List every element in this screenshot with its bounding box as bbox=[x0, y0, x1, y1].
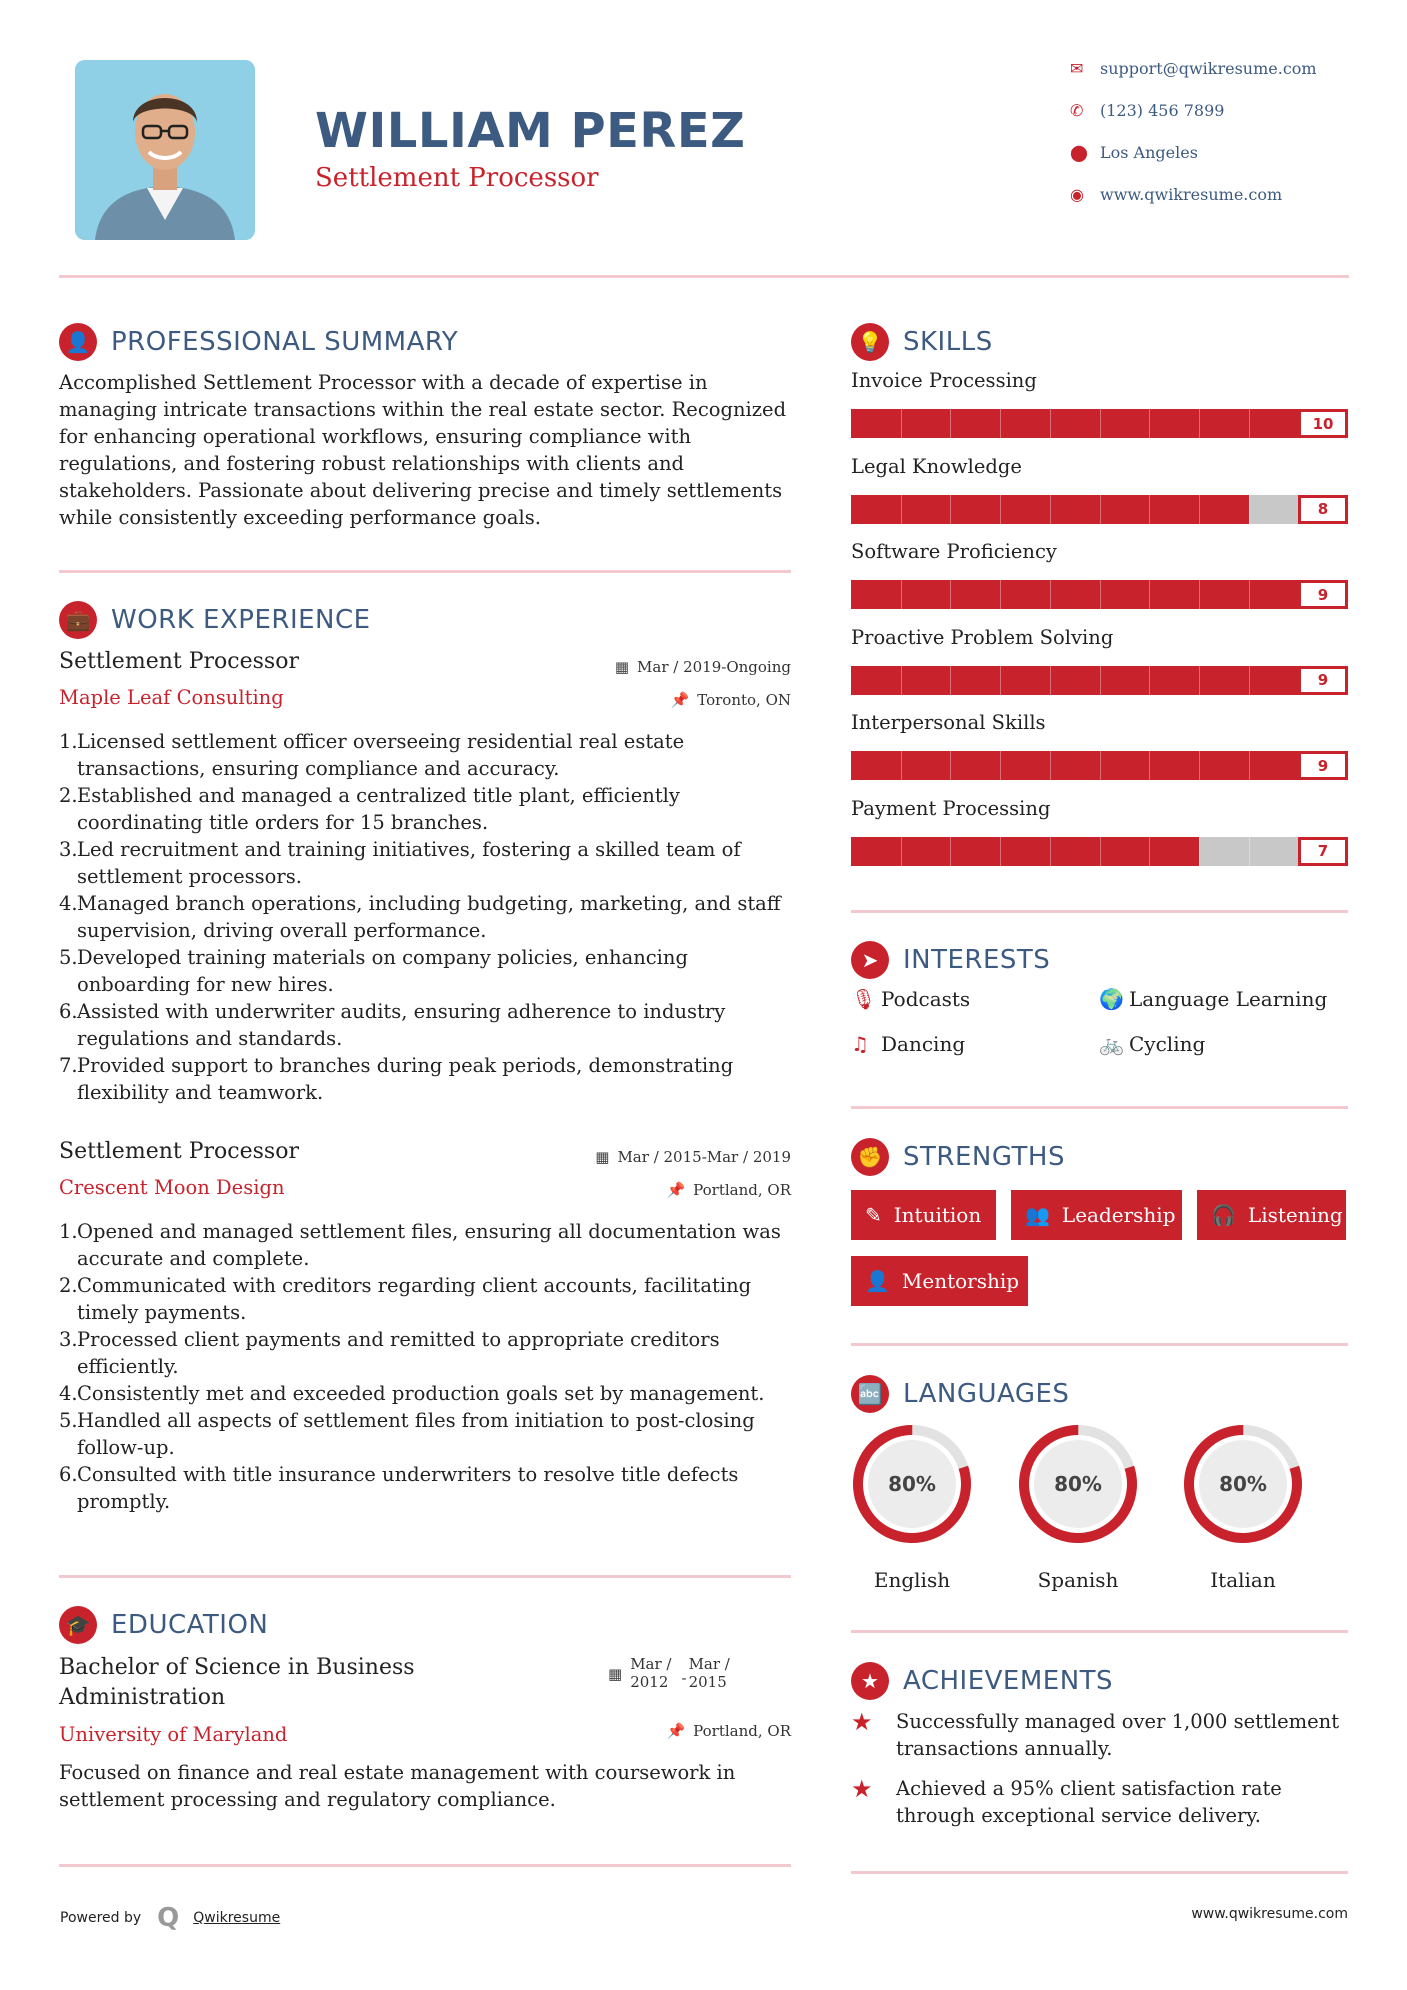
user-icon: 👤 bbox=[59, 323, 97, 361]
achievements-divider bbox=[851, 1871, 1348, 1874]
language-percent: 80% bbox=[888, 1472, 936, 1496]
skill-bar-segment bbox=[1050, 409, 1051, 438]
job-location-text: Portland, OR bbox=[693, 1181, 791, 1199]
job-title: Settlement Processor bbox=[59, 649, 299, 674]
job-title: Settlement Processor bbox=[59, 1139, 299, 1164]
skill-bar-segment bbox=[950, 837, 951, 866]
paper-plane-icon: ➤ bbox=[851, 941, 889, 979]
skill-bar-segment bbox=[1249, 580, 1250, 609]
contact-location-text: Los Angeles bbox=[1100, 142, 1198, 162]
skill-bar-segment bbox=[1050, 751, 1051, 780]
language-percent: 80% bbox=[1219, 1472, 1267, 1496]
contact-email[interactable] bbox=[1070, 56, 1317, 80]
interest-item: 🌍 Language Learning bbox=[1099, 987, 1328, 1011]
contact-website-text: www.qwikresume.com bbox=[1100, 184, 1283, 204]
globe-icon: 🌍 bbox=[1099, 987, 1124, 1011]
skill-bar-segment bbox=[1000, 495, 1001, 524]
job-company: Crescent Moon Design bbox=[59, 1176, 285, 1199]
microphone-icon: 🎙 bbox=[851, 987, 877, 1011]
summary-line: managing intricate transactions within the real estate sector. Recognized bbox=[59, 398, 787, 421]
skill-bar bbox=[851, 666, 1348, 695]
calendar-icon: ▦ bbox=[614, 658, 630, 676]
list-item: 3. Led recruitment and training initiatives, fostering a skilled team of settlement processors. bbox=[59, 838, 741, 888]
contact-email-text: support@qwikresume.com bbox=[1100, 58, 1317, 78]
qwikresume-logo-icon: Q bbox=[157, 1903, 180, 1933]
interest-item: 🚲 Cycling bbox=[1099, 1032, 1206, 1056]
summary-heading bbox=[59, 322, 458, 362]
skill-bar-segment bbox=[901, 751, 902, 780]
job-location bbox=[671, 691, 791, 709]
skill-bar-segment bbox=[1199, 666, 1200, 695]
skill-bar-segment bbox=[1249, 666, 1250, 695]
skill-bar-segment bbox=[1000, 580, 1001, 609]
pushpin-icon: 📌 bbox=[670, 691, 690, 709]
summary-text bbox=[59, 369, 786, 531]
job-dates bbox=[615, 658, 791, 676]
star-icon: ★ bbox=[851, 1708, 873, 1736]
achievements-title: ACHIEVEMENTS bbox=[903, 1666, 1114, 1696]
skills-heading bbox=[851, 322, 993, 362]
skill-bar-segment bbox=[1000, 751, 1001, 780]
language-item bbox=[850, 1422, 974, 1592]
calendar-icon: ▦ bbox=[608, 1665, 623, 1683]
strength-tag: 👤 Mentorship bbox=[851, 1256, 1028, 1306]
contact-website[interactable] bbox=[1070, 182, 1282, 206]
pushpin-icon: 📌 bbox=[666, 1722, 686, 1740]
star-icon: ★ bbox=[851, 1775, 873, 1803]
skill-bar bbox=[851, 837, 1348, 866]
skill-bar-segment bbox=[1100, 495, 1101, 524]
footer-website[interactable]: www.qwikresume.com bbox=[1191, 1906, 1348, 1922]
education-location bbox=[666, 1722, 791, 1740]
interest-item: 🎙 Podcasts bbox=[851, 987, 971, 1011]
achievement-item: ★ Achieved a 95% client satisfaction rate through exceptional service delivery. bbox=[851, 1775, 1282, 1827]
language-item bbox=[1016, 1422, 1140, 1592]
strength-tag: ✎ Intuition bbox=[851, 1190, 996, 1240]
map-pin-icon: ⬤ bbox=[1070, 142, 1088, 162]
skill-level: 10 bbox=[1298, 409, 1348, 438]
globe-icon: ◉ bbox=[1070, 184, 1084, 204]
skills-divider bbox=[851, 910, 1348, 913]
skill-bar-fill bbox=[851, 837, 1199, 866]
education-dates: ▦ Mar / 2012 - Mar / 2015 bbox=[608, 1655, 730, 1691]
interests-heading bbox=[851, 940, 1050, 980]
work-heading bbox=[59, 600, 371, 640]
job-location-text: Toronto, ON bbox=[697, 691, 791, 709]
skill-bar-segment bbox=[1149, 837, 1150, 866]
skill-bar bbox=[851, 751, 1348, 780]
language-percent: 80% bbox=[1054, 1472, 1102, 1496]
music-note-icon: ♫ bbox=[851, 1032, 869, 1056]
skill-label: Invoice Processing bbox=[851, 369, 1037, 392]
contact-phone[interactable] bbox=[1070, 98, 1224, 122]
contact-phone-text: (123) 456 7899 bbox=[1100, 100, 1225, 120]
language-icon: 🔤 bbox=[851, 1375, 889, 1413]
skill-bar-segment bbox=[1050, 495, 1051, 524]
skill-bar-segment bbox=[1199, 837, 1200, 866]
work-divider bbox=[59, 1575, 791, 1578]
avatar bbox=[75, 60, 255, 240]
skill-bar-segment bbox=[1100, 837, 1101, 866]
skill-bar-segment bbox=[901, 495, 902, 524]
envelope-icon: ✉ bbox=[1070, 58, 1084, 78]
list-item: 4. Consistently met and exceeded production goals set by management. bbox=[59, 1382, 765, 1405]
summary-divider bbox=[59, 570, 791, 573]
list-item: 2. Communicated with creditors regarding client accounts, facilitating timely payments. bbox=[59, 1274, 752, 1324]
skill-bar-segment bbox=[1199, 409, 1200, 438]
headphones-icon: 🎧 bbox=[1211, 1203, 1236, 1227]
skill-bar bbox=[851, 409, 1348, 438]
achievement-item: ★ Successfully managed over 1,000 settlement transactions annually. bbox=[851, 1708, 1340, 1760]
summary-line: while consistently exceeding performance goals. bbox=[59, 506, 541, 529]
list-item: 1. Licensed settlement officer overseeing residential real estate transactions, ensuring compliance and accuracy. bbox=[59, 730, 685, 780]
skill-bar-segment bbox=[1149, 580, 1150, 609]
skill-bar-segment bbox=[1149, 495, 1150, 524]
contact-location bbox=[1070, 140, 1198, 164]
graduation-icon: 🎓 bbox=[59, 1606, 97, 1644]
calendar-icon: ▦ bbox=[595, 1148, 610, 1166]
skill-bar-segment bbox=[1249, 495, 1250, 524]
skill-label: Interpersonal Skills bbox=[851, 711, 1046, 734]
magic-wand-icon: ✎ bbox=[865, 1203, 882, 1227]
skill-label: Proactive Problem Solving bbox=[851, 625, 1114, 649]
job-dates-text: Mar / 2019-Ongoing bbox=[637, 658, 791, 676]
strengths-divider bbox=[851, 1343, 1348, 1346]
summary-title: PROFESSIONAL SUMMARY bbox=[111, 327, 459, 357]
user-plus-icon: 👤 bbox=[865, 1269, 890, 1293]
education-description: Focused on finance and real estate management with coursework in settlement processing and regulatory compliance. bbox=[59, 1761, 736, 1811]
languages-title: LANGUAGES bbox=[903, 1379, 1070, 1409]
skill-bar-segment bbox=[1249, 751, 1250, 780]
achievements-heading bbox=[851, 1661, 1113, 1701]
strength-tag: 🎧 Listening bbox=[1197, 1190, 1346, 1240]
skill-bar-segment bbox=[1000, 666, 1001, 695]
users-icon: 👥 bbox=[1025, 1203, 1050, 1227]
skill-label: Payment Processing bbox=[851, 796, 1051, 820]
skill-bar-fill bbox=[851, 751, 1298, 780]
summary-line: regulations, and fostering robust relationships with clients and bbox=[59, 452, 684, 475]
skill-bar-segment bbox=[1050, 666, 1051, 695]
header-divider bbox=[59, 275, 1349, 278]
skill-bar-segment bbox=[1149, 666, 1150, 695]
skill-bar-segment bbox=[1149, 751, 1150, 780]
skill-bar-fill bbox=[851, 666, 1298, 695]
language-name: Spanish bbox=[1037, 1568, 1119, 1592]
list-item: 2. Established and managed a centralized title plant, efficiently coordinating title orders for 15 branches. bbox=[59, 784, 680, 834]
skill-bar-segment bbox=[1199, 751, 1200, 780]
skill-bar bbox=[851, 495, 1348, 524]
skill-bar-segment bbox=[1249, 409, 1250, 438]
bicycle-icon: 🚲 bbox=[1099, 1032, 1124, 1056]
summary-line: stakeholders. Passionate about delivering precise and timely settlements bbox=[59, 479, 783, 502]
language-item bbox=[1181, 1422, 1305, 1592]
skill-bar-segment bbox=[1000, 837, 1001, 866]
degree bbox=[59, 1653, 415, 1713]
skill-bar-segment bbox=[1000, 409, 1001, 438]
skill-bar-segment bbox=[1050, 580, 1051, 609]
qwikresume-link[interactable]: Qwikresume bbox=[193, 1910, 281, 1926]
list-item: 6. Assisted with underwriter audits, ensuring adherence to industry regulations and standards. bbox=[59, 1000, 726, 1050]
skill-level: 8 bbox=[1298, 495, 1348, 524]
skill-level: 9 bbox=[1298, 751, 1348, 780]
powered-by-text: Powered by bbox=[60, 1910, 142, 1926]
list-item: 5. Developed training materials on company policies, enhancing onboarding for new hires. bbox=[59, 946, 688, 996]
language-name: English bbox=[873, 1568, 951, 1592]
education-title: EDUCATION bbox=[111, 1610, 269, 1640]
skill-bar-segment bbox=[950, 495, 951, 524]
skill-bar-segment bbox=[1100, 751, 1101, 780]
skill-bar-segment bbox=[901, 580, 902, 609]
list-item: 4. Managed branch operations, including budgeting, marketing, and staff supervision, driving overall performance. bbox=[59, 892, 781, 942]
skill-bar-segment bbox=[950, 580, 951, 609]
job-dates bbox=[595, 1148, 791, 1166]
list-item: 7. Provided support to branches during peak periods, demonstrating flexibility and teamwork. bbox=[59, 1054, 734, 1104]
interests-title: INTERESTS bbox=[903, 945, 1051, 975]
list-item: 6. Consulted with title insurance underwriters to resolve title defects promptly. bbox=[59, 1463, 739, 1513]
star-badge-icon: ★ bbox=[851, 1662, 889, 1700]
skill-bar-segment bbox=[901, 837, 902, 866]
briefcase-icon: 💼 bbox=[59, 601, 97, 639]
skill-bar-fill bbox=[851, 580, 1298, 609]
skill-bar-segment bbox=[1249, 837, 1250, 866]
skill-bar-segment bbox=[1199, 495, 1200, 524]
interests-divider bbox=[851, 1106, 1348, 1109]
phone-icon: ✆ bbox=[1070, 100, 1084, 120]
skill-bar-segment bbox=[950, 666, 951, 695]
skill-bar-segment bbox=[1100, 409, 1101, 438]
education-location-text: Portland, OR bbox=[693, 1722, 791, 1740]
skill-level: 9 bbox=[1298, 580, 1348, 609]
skills-title: SKILLS bbox=[903, 327, 993, 357]
education-heading bbox=[59, 1605, 268, 1645]
language-name: Italian bbox=[1210, 1568, 1276, 1592]
pushpin-icon: 📌 bbox=[666, 1181, 686, 1199]
skill-bar-segment bbox=[1050, 837, 1051, 866]
profile-photo bbox=[75, 60, 255, 240]
skill-bar-segment bbox=[950, 409, 951, 438]
list-item: 1. Opened and managed settlement files, ensuring all documentation was accurate and complete. bbox=[59, 1220, 781, 1270]
skill-bar-segment bbox=[1100, 580, 1101, 609]
candidate-name: WILLIAM PEREZ bbox=[315, 103, 746, 159]
skill-bar-segment bbox=[1199, 580, 1200, 609]
job-dates-text: Mar / 2015-Mar / 2019 bbox=[617, 1148, 791, 1166]
job-bullets bbox=[59, 1218, 781, 1515]
skill-bar-segment bbox=[901, 409, 902, 438]
skill-bar-segment bbox=[950, 751, 951, 780]
degree-line: Bachelor of Science in Business bbox=[59, 1655, 415, 1680]
strengths-title: STRENGTHS bbox=[903, 1142, 1065, 1172]
skill-level: 7 bbox=[1298, 837, 1348, 866]
languages-divider bbox=[851, 1630, 1348, 1633]
skill-bar-segment bbox=[901, 666, 902, 695]
summary-line: for enhancing operational workflows, ensuring compliance with bbox=[59, 425, 692, 448]
interest-item: ♫ Dancing bbox=[851, 1032, 966, 1056]
degree-line: Administration bbox=[59, 1685, 226, 1710]
summary-line: Accomplished Settlement Processor with a decade of expertise in bbox=[59, 371, 708, 394]
languages-heading bbox=[851, 1374, 1069, 1414]
list-item: 3. Processed client payments and remitted to appropriate creditors efficiently. bbox=[59, 1328, 720, 1378]
list-item: 5. Handled all aspects of settlement files from initiation to post-closing follow-up. bbox=[59, 1409, 755, 1459]
strengths-heading bbox=[851, 1137, 1065, 1177]
skill-bar bbox=[851, 580, 1348, 609]
education-divider bbox=[59, 1864, 791, 1867]
skill-level: 9 bbox=[1298, 666, 1348, 695]
school: University of Maryland bbox=[59, 1723, 288, 1746]
job-bullets bbox=[59, 728, 781, 1106]
skill-bar-segment bbox=[1149, 409, 1150, 438]
fist-icon: ✊ bbox=[851, 1138, 889, 1176]
job-company: Maple Leaf Consulting bbox=[59, 686, 284, 709]
footer-powered-by bbox=[60, 1903, 280, 1933]
work-title: WORK EXPERIENCE bbox=[111, 605, 371, 635]
skill-label: Software Proficiency bbox=[851, 540, 1057, 563]
skill-label: Legal Knowledge bbox=[851, 454, 1022, 478]
strength-tag: 👥 Leadership bbox=[1011, 1190, 1182, 1240]
skill-bar-segment bbox=[1100, 666, 1101, 695]
job-location bbox=[666, 1181, 791, 1199]
candidate-role: Settlement Processor bbox=[315, 163, 599, 193]
lightbulb-icon: 💡 bbox=[851, 323, 889, 361]
